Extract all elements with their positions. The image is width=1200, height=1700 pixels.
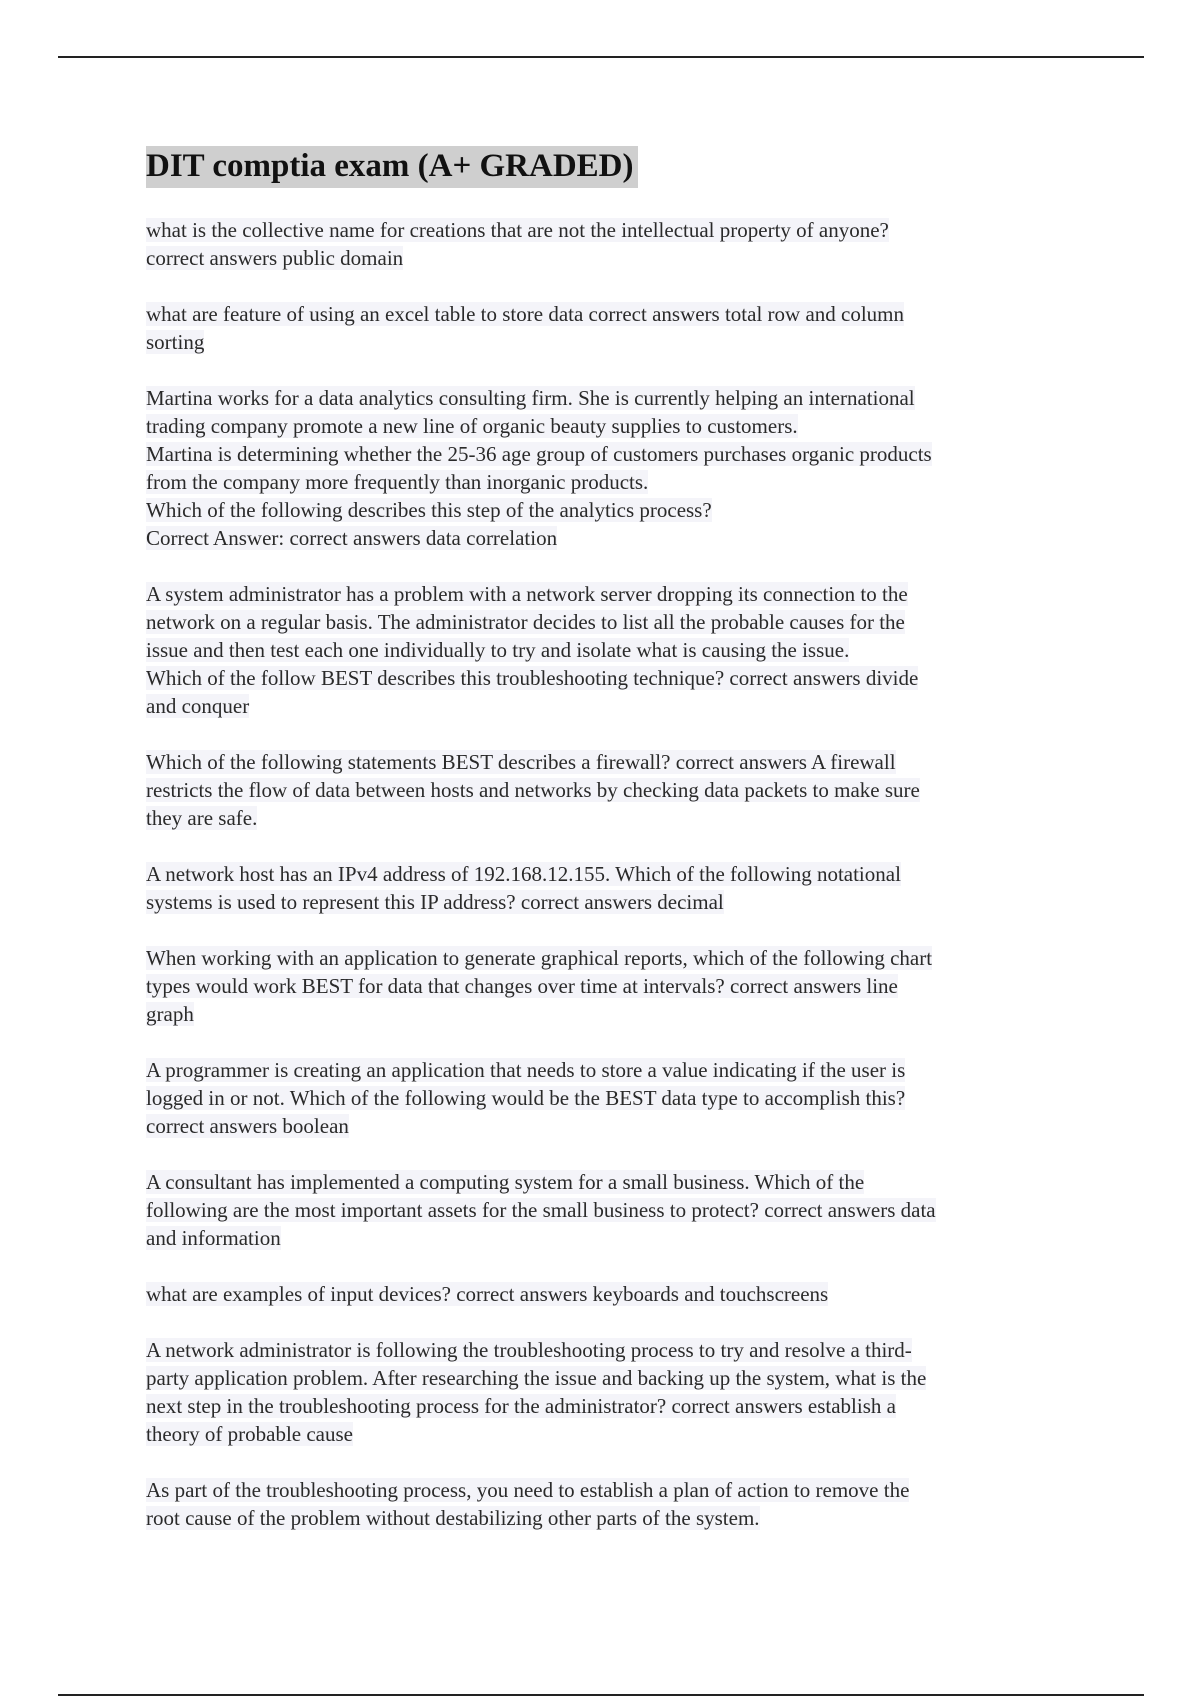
question-line-text: restricts the flow of data between hosts and networks by checking data packets to make sure: [146, 778, 920, 802]
question-line-text: Correct Answer: correct answers data correlation: [146, 526, 558, 550]
question-line: [146, 776, 1066, 804]
document-body: [146, 146, 1066, 1560]
question-line-text: As part of the troubleshooting process, you need to establish a plan of action to remove the: [146, 1478, 910, 1502]
question-line-text: trading company promote a new line of organic beauty supplies to customers.: [146, 414, 798, 438]
question-line: [146, 664, 1066, 692]
question-line-text: sorting: [146, 330, 205, 354]
question-line-text: logged in or not. Which of the following would be the BEST data type to accomplish this?: [146, 1086, 906, 1110]
question-line: [146, 1196, 1066, 1224]
question-line-text: systems is used to represent this IP address? correct answers decimal: [146, 890, 724, 914]
question-line-text: When working with an application to generate graphical reports, which of the following chart: [146, 946, 933, 970]
bottom-rule: [58, 1694, 1144, 1696]
question-line: [146, 1056, 1066, 1084]
question-line-text: what are feature of using an excel table to store data correct answers total row and column: [146, 302, 905, 326]
question-line-text: A network host has an IPv4 address of 192.168.12.155. Which of the following notational: [146, 862, 901, 886]
question-line: [146, 804, 1066, 832]
question-line: [146, 328, 1066, 356]
question-line: [146, 1364, 1066, 1392]
question-line: [146, 1084, 1066, 1112]
question-item: [146, 1280, 1066, 1308]
question-line: [146, 300, 1066, 328]
question-line: [146, 944, 1066, 972]
question-line: [146, 636, 1066, 664]
question-line-text: Which of the following describes this step of the analytics process?: [146, 498, 712, 522]
question-line: [146, 1224, 1066, 1252]
question-line: [146, 972, 1066, 1000]
question-line-text: graph: [146, 1002, 194, 1026]
question-item: [146, 216, 1066, 272]
question-item: [146, 1336, 1066, 1448]
question-line: [146, 216, 1066, 244]
question-line: [146, 468, 1066, 496]
question-item: [146, 1168, 1066, 1252]
question-line-text: root cause of the problem without destabilizing other parts of the system.: [146, 1506, 760, 1530]
question-line-text: what are examples of input devices? correct answers keyboards and touchscreens: [146, 1282, 829, 1306]
question-line: [146, 748, 1066, 776]
question-line: [146, 412, 1066, 440]
question-line: [146, 1336, 1066, 1364]
question-line: [146, 1168, 1066, 1196]
question-line-text: Which of the following statements BEST describes a firewall? correct answers A firewall: [146, 750, 896, 774]
question-line-text: correct answers boolean: [146, 1114, 349, 1138]
top-rule: [58, 56, 1144, 58]
question-line-text: types would work BEST for data that changes over time at intervals? correct answers line: [146, 974, 898, 998]
question-line: [146, 496, 1066, 524]
question-line: [146, 524, 1066, 552]
question-line: [146, 440, 1066, 468]
question-line: [146, 1476, 1066, 1504]
question-line-text: A consultant has implemented a computing system for a small business. Which of the: [146, 1170, 865, 1194]
question-line-text: what is the collective name for creations that are not the intellectual property of anyone?: [146, 218, 889, 242]
question-line-text: next step in the troubleshooting process for the administrator? correct answers establish a: [146, 1394, 896, 1418]
question-line: [146, 1280, 1066, 1308]
question-item: [146, 1476, 1066, 1532]
question-item: [146, 580, 1066, 720]
question-line-text: issue and then test each one individually to try and isolate what is causing the issue.: [146, 638, 850, 662]
question-line: [146, 1112, 1066, 1140]
question-line-text: A network administrator is following the troubleshooting process to try and resolve a third-: [146, 1338, 912, 1362]
question-line: [146, 1392, 1066, 1420]
question-line: [146, 244, 1066, 272]
question-line-text: A system administrator has a problem with a network server dropping its connection to the: [146, 582, 908, 606]
question-line: [146, 580, 1066, 608]
question-line: [146, 384, 1066, 412]
question-line-text: party application problem. After researching the issue and backing up the system, what is the: [146, 1366, 927, 1390]
question-line-text: network on a regular basis. The administrator decides to list all the probable causes for the: [146, 610, 905, 634]
question-line-text: they are safe.: [146, 806, 258, 830]
question-line: [146, 692, 1066, 720]
question-line: [146, 608, 1066, 636]
question-line: [146, 888, 1066, 916]
question-line-text: A programmer is creating an application that needs to store a value indicating if the user is: [146, 1058, 906, 1082]
question-list: [146, 216, 1066, 1532]
question-line-text: theory of probable cause: [146, 1422, 353, 1446]
question-line-text: correct answers public domain: [146, 246, 404, 270]
question-line: [146, 1000, 1066, 1028]
question-line: [146, 860, 1066, 888]
question-item: [146, 1056, 1066, 1140]
question-line-text: following are the most important assets for the small business to protect? correct answers data: [146, 1198, 936, 1222]
question-line-text: Which of the follow BEST describes this troubleshooting technique? correct answers divide: [146, 666, 919, 690]
question-line-text: from the company more frequently than inorganic products.: [146, 470, 649, 494]
question-line-text: Martina is determining whether the 25-36 age group of customers purchases organic products: [146, 442, 932, 466]
question-item: [146, 384, 1066, 552]
question-line-text: Martina works for a data analytics consulting firm. She is currently helping an international: [146, 386, 915, 410]
question-item: [146, 300, 1066, 356]
question-item: [146, 860, 1066, 916]
question-line: [146, 1504, 1066, 1532]
question-line-text: and conquer: [146, 694, 250, 718]
question-line: [146, 1420, 1066, 1448]
document-title: DIT comptia exam (A+ GRADED): [146, 146, 638, 188]
question-item: [146, 748, 1066, 832]
question-item: [146, 944, 1066, 1028]
question-line-text: and information: [146, 1226, 281, 1250]
